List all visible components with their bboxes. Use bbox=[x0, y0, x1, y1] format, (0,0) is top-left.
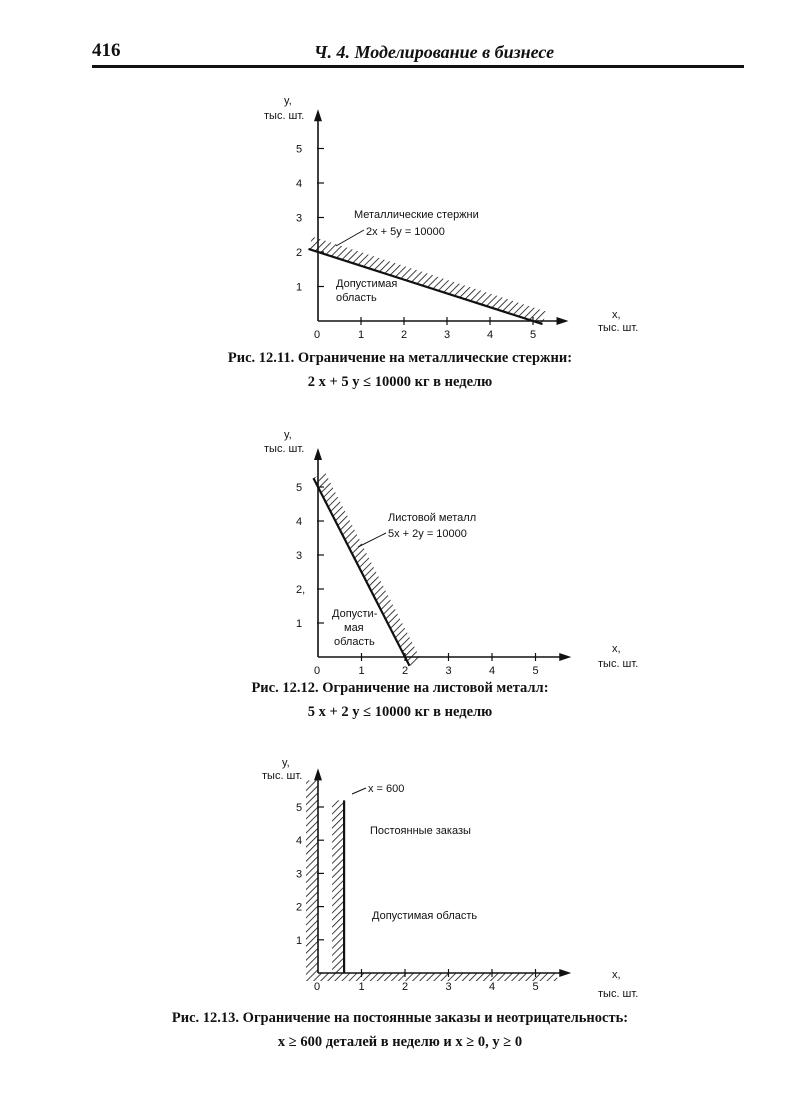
y-axis-label-top: y, bbox=[282, 757, 290, 769]
x-tick-label: 3 bbox=[445, 981, 452, 993]
x-tick-label: 3 bbox=[445, 665, 452, 677]
x-tick-label: 0 bbox=[314, 329, 321, 341]
x-tick-label: 2 bbox=[401, 329, 408, 341]
y-tick-label: 1 bbox=[296, 618, 303, 630]
region-label-line1: Допусти- bbox=[332, 608, 378, 620]
y-axis-label-unit: тыс. шт. bbox=[264, 443, 305, 455]
region-label-line2: область bbox=[336, 292, 377, 304]
caption-line2: 2 x + 5 y ≤ 10000 кг в неделю bbox=[307, 374, 493, 390]
caption-line1: Рис. 12.13. Ограничение на постоянные заказы и неотрицательность: bbox=[171, 1010, 629, 1026]
x-tick-label: 1 bbox=[358, 665, 365, 677]
x-axis-arrow bbox=[559, 969, 571, 977]
y-tick-label: 3 bbox=[296, 868, 303, 881]
y-axis-label-unit: тыс. шт. bbox=[262, 770, 303, 782]
hatch-y-axis bbox=[306, 780, 318, 973]
x-tick-label: 2 bbox=[402, 981, 409, 993]
y-tick-label: 4 bbox=[296, 516, 303, 528]
caption-line2: 5 x + 2 y ≤ 10000 кг в неделю bbox=[307, 704, 493, 720]
y-axis-label-top: y, bbox=[284, 95, 292, 107]
x-tick-label: 0 bbox=[314, 981, 321, 993]
x-tick-label: 3 bbox=[444, 329, 451, 341]
x-tick-label: 1 bbox=[358, 329, 365, 341]
y-tick-label: 1 bbox=[296, 281, 303, 294]
constraint-name-label: Постоянные заказы bbox=[370, 825, 471, 837]
hatch-x-axis bbox=[306, 973, 557, 981]
y-tick-label: 5 bbox=[296, 482, 303, 494]
equation-label: x = 600 bbox=[368, 783, 405, 795]
x-tick-label: 4 bbox=[489, 665, 496, 677]
y-tick-label: 2 bbox=[296, 901, 303, 914]
y-axis-arrow bbox=[314, 768, 322, 780]
caption-line2: x ≥ 600 деталей в неделю и x ≥ 0, y ≥ 0 bbox=[277, 1034, 523, 1050]
x-axis-label-unit: тыс. шт. bbox=[598, 988, 639, 1000]
x-axis-label-unit: тыс. шт. bbox=[598, 322, 639, 334]
caption-line1: Рис. 12.11. Ограничение на металлические стержни: bbox=[227, 350, 573, 366]
constraint-name-label: Листовой металл bbox=[388, 512, 477, 524]
y-tick-label: 3 bbox=[296, 212, 303, 225]
page-number: 416 bbox=[92, 40, 121, 61]
x-tick-label: 1 bbox=[358, 981, 365, 993]
running-title: Ч. 4. Моделирование в бизнесе bbox=[314, 42, 555, 62]
y-tick-label: 2, bbox=[296, 584, 306, 596]
region-label-line1: Допустимая bbox=[336, 278, 398, 290]
equation-label: 2x + 5y = 10000 bbox=[366, 226, 445, 238]
x-tick-label: 5 bbox=[532, 665, 539, 677]
y-axis-label-top: y, bbox=[284, 429, 292, 441]
y-tick-label: 4 bbox=[296, 178, 303, 190]
y-axis-label-unit: тыс. шт. bbox=[264, 110, 305, 122]
y-tick-label: 4 bbox=[296, 835, 303, 848]
x-axis-label-unit: тыс. шт. bbox=[598, 658, 639, 670]
x-tick-label: 4 bbox=[489, 981, 496, 993]
y-tick-label: 2 bbox=[296, 247, 303, 259]
x-tick-label: 0 bbox=[314, 665, 321, 677]
caption-line1: Рис. 12.12. Ограничение на листовой металл: bbox=[251, 680, 549, 696]
x-tick-label: 4 bbox=[487, 329, 494, 341]
region-label-line2: мая bbox=[344, 622, 364, 634]
y-tick-label: 3 bbox=[296, 550, 303, 562]
equation-label: 5x + 2y = 10000 bbox=[388, 528, 467, 540]
x-axis-label-top: x, bbox=[612, 643, 621, 655]
axes bbox=[314, 768, 571, 977]
y-tick-label: 5 bbox=[296, 802, 303, 814]
x-tick-label: 5 bbox=[530, 329, 537, 341]
y-tick-label: 1 bbox=[296, 934, 303, 947]
hatch-x600 bbox=[332, 800, 344, 973]
x-axis-label-top: x, bbox=[612, 969, 621, 981]
region-label-line1: Допустимая область bbox=[372, 910, 478, 922]
x-tick-label: 5 bbox=[532, 981, 539, 993]
caption-12-13 bbox=[0, 1006, 800, 1054]
x-axis-label-top: x, bbox=[612, 309, 621, 321]
region-label-line3: область bbox=[334, 636, 375, 648]
equation-leader bbox=[352, 788, 366, 794]
y-tick-label: 5 bbox=[296, 143, 303, 156]
constraint-name-label: Металлические стержни bbox=[354, 209, 479, 221]
x-tick-label: 2 bbox=[402, 665, 409, 677]
